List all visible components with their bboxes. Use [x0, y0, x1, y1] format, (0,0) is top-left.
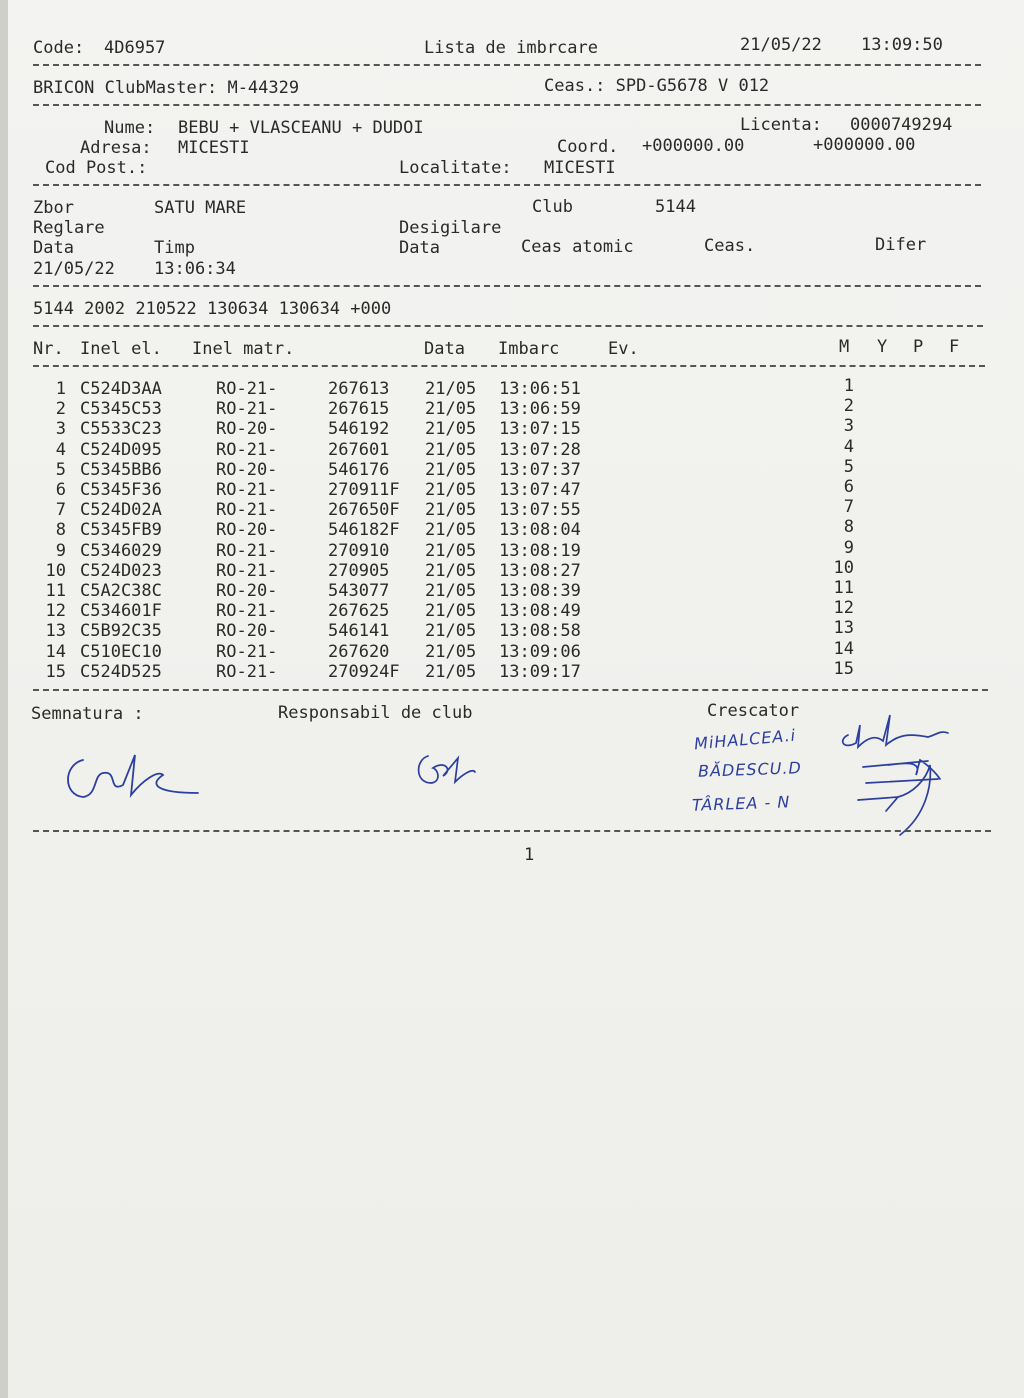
ring-number: 267615 — [328, 399, 390, 420]
address-value: MICESTI — [178, 138, 250, 158]
clock-id: Ceas.: SPD-G5678 V 012 — [544, 76, 770, 96]
page-number: 1 — [524, 845, 535, 865]
table-row — [8, 537, 1024, 561]
boarding-date: 21/05 — [425, 661, 477, 682]
ring-number: 270911F — [328, 480, 400, 500]
breeder-handwritten-2: BĂDESCU.D — [697, 758, 803, 781]
row-number: 11 — [45, 581, 66, 601]
row-number: 6 — [55, 480, 66, 500]
boarding-date: 21/05 — [425, 439, 477, 460]
ring-prefix: RO-21- — [216, 540, 278, 561]
boarding-date: 21/05 — [425, 581, 477, 601]
ring-prefix: RO-21- — [216, 480, 278, 500]
ring-prefix: RO-21- — [216, 601, 278, 622]
row-number: 1 — [55, 379, 66, 399]
ring-prefix: RO-21- — [216, 439, 278, 460]
postcode-label: Cod Post.: — [45, 158, 148, 178]
m-value: 14 — [833, 638, 854, 659]
boarding-time: 13:08:58 — [499, 621, 581, 642]
difference-label: Difer — [875, 235, 927, 255]
electronic-ring: C5345F36 — [80, 480, 162, 500]
boarding-time: 13:08:19 — [499, 540, 581, 561]
m-value: 7 — [843, 497, 854, 518]
time-label: Timp — [154, 238, 195, 258]
m-value: 3 — [843, 416, 854, 437]
club-responsible-signature — [413, 748, 483, 793]
boarding-time: 13:09:17 — [499, 661, 581, 682]
electronic-ring: C5345C53 — [80, 399, 162, 420]
signature-label: Semnatura : — [31, 704, 144, 724]
coord-y: +000000.00 — [813, 135, 916, 155]
electronic-ring: C5A2C38C — [80, 581, 162, 601]
ring-number: 270910 — [328, 540, 390, 561]
row-number: 10 — [45, 560, 66, 581]
m-value: 11 — [833, 578, 854, 598]
electronic-ring: C5345FB9 — [80, 520, 162, 541]
row-number: 5 — [55, 459, 66, 480]
breeder-signatures — [828, 705, 978, 845]
ring-number: 267620 — [328, 641, 390, 662]
row-number: 4 — [55, 439, 66, 460]
ring-prefix: RO-21- — [216, 500, 278, 521]
electronic-ring: C524D095 — [80, 439, 162, 460]
boarding-time: 13:08:27 — [499, 560, 581, 581]
code-label: Code: — [33, 38, 85, 58]
separator — [33, 325, 983, 327]
ring-number: 267601 — [328, 439, 390, 460]
ring-number: 543077 — [328, 581, 390, 601]
reglare-label: Reglare — [33, 218, 105, 238]
electronic-ring: C510EC10 — [80, 641, 162, 662]
m-value: 1 — [843, 376, 854, 396]
boarding-time: 13:07:47 — [499, 480, 581, 500]
boarding-date: 21/05 — [425, 379, 477, 399]
col-nr: Nr. — [33, 339, 64, 359]
boarding-date: 21/05 — [425, 641, 477, 662]
coord-x: +000000.00 — [642, 136, 745, 156]
col-event: Ev. — [608, 339, 639, 359]
boarding-date: 21/05 — [425, 419, 477, 440]
ring-number: 546176 — [328, 459, 390, 480]
ring-prefix: RO-21- — [216, 661, 278, 682]
separator — [33, 689, 988, 691]
table-row — [8, 598, 1024, 622]
club-responsible-label: Responsabil de club — [278, 703, 473, 723]
boarding-date: 21/05 — [425, 540, 477, 561]
boarding-date: 21/05 — [425, 459, 477, 480]
row-number: 13 — [45, 621, 66, 642]
row-number: 12 — [45, 601, 66, 622]
boarding-date: 21/05 — [425, 480, 477, 500]
separator — [33, 184, 981, 186]
table-row — [8, 578, 1024, 601]
flight-code-line: 5144 2002 210522 130634 130634 +000 — [33, 299, 392, 319]
electronic-ring: C5B92C35 — [80, 621, 162, 642]
boarding-date: 21/05 — [425, 601, 477, 622]
table-row — [8, 456, 1024, 480]
row-number: 8 — [55, 520, 66, 541]
table-row — [8, 416, 1024, 440]
table-row — [8, 376, 1024, 399]
boarding-date: 21/05 — [425, 560, 477, 581]
boarding-time: 13:06:59 — [499, 399, 581, 420]
electronic-ring: C524D525 — [80, 661, 162, 682]
m-value: 5 — [843, 456, 854, 477]
licence-number: 0000749294 — [850, 115, 953, 135]
row-number: 9 — [55, 540, 66, 561]
separator — [33, 104, 981, 106]
table-row — [8, 497, 1024, 521]
ring-prefix: RO-20- — [216, 520, 278, 541]
table-row — [8, 396, 1024, 420]
ring-number: 267613 — [328, 379, 390, 399]
clock-label: Ceas. — [704, 236, 756, 256]
table-row — [8, 477, 1024, 500]
table-row — [8, 618, 1024, 642]
electronic-ring: C524D023 — [80, 560, 162, 581]
m-value: 8 — [843, 517, 854, 538]
ring-number: 267650F — [328, 500, 400, 521]
licence-label: Licenta: — [740, 115, 822, 135]
ring-number: 546182F — [328, 520, 400, 541]
ring-number: 270905 — [328, 560, 390, 581]
m-value: 2 — [843, 396, 854, 417]
boarding-time: 13:08:49 — [499, 601, 581, 622]
club-number: 5144 — [655, 197, 696, 217]
ring-prefix: RO-20- — [216, 419, 278, 440]
boarding-time: 13:08:04 — [499, 520, 581, 541]
m-value: 13 — [833, 618, 854, 639]
signature-scribble — [63, 735, 213, 805]
name-label: Nume: — [104, 118, 156, 138]
ring-prefix: RO-21- — [216, 399, 278, 420]
atomic-clock-label: Ceas atomic — [521, 237, 634, 257]
separator — [33, 365, 985, 367]
m-value: 12 — [833, 598, 854, 619]
date-label-2: Data — [399, 238, 440, 258]
ring-number: 546192 — [328, 419, 390, 440]
table-row — [8, 658, 1024, 682]
separator — [33, 64, 981, 66]
col-electronic-ring: Inel el. — [80, 339, 162, 359]
col-f: F — [949, 337, 960, 357]
date-label: Data — [33, 238, 74, 258]
flight-name: SATU MARE — [154, 198, 247, 218]
separator — [33, 830, 991, 832]
ring-number: 267625 — [328, 601, 390, 622]
print-time: 13:09:50 — [861, 35, 943, 55]
printed-sheet — [8, 0, 1024, 1398]
col-y: Y — [877, 337, 888, 357]
breeder-handwritten-1: MiHALCEA.i — [693, 725, 797, 754]
separator — [33, 285, 981, 287]
boarding-time: 13:09:06 — [499, 641, 581, 662]
row-number: 7 — [55, 500, 66, 521]
boarding-time: 13:07:28 — [499, 439, 581, 460]
ring-number: 270924F — [328, 661, 400, 682]
document-title: Lista de imbrcare — [424, 38, 598, 58]
col-ring-number: Inel matr. — [192, 339, 295, 359]
flight-label: Zbor — [33, 198, 74, 218]
boarding-date: 21/05 — [425, 621, 477, 642]
boarding-time: 13:07:55 — [499, 500, 581, 521]
owner-name: BEBU + VLASCEANU + DUDOI — [178, 118, 424, 138]
electronic-ring: C524D02A — [80, 500, 162, 521]
row-number: 15 — [45, 661, 66, 682]
boarding-time: 13:07:15 — [499, 419, 581, 440]
m-value: 10 — [833, 557, 854, 578]
ring-prefix: RO-20- — [216, 459, 278, 480]
code-value: 4D6957 — [104, 38, 166, 58]
ring-prefix: RO-20- — [216, 581, 278, 601]
col-p: P — [913, 337, 924, 357]
coord-label: Coord. — [557, 137, 619, 157]
ring-prefix: RO-21- — [216, 379, 278, 399]
club-label: Club — [532, 197, 573, 217]
table-row — [8, 557, 1024, 581]
boarding-date: 21/05 — [425, 520, 477, 541]
boarding-time: 13:06:51 — [499, 379, 581, 399]
m-value: 4 — [843, 436, 854, 457]
ring-prefix: RO-21- — [216, 641, 278, 662]
col-boarding: Imbarc — [498, 339, 560, 359]
desigilare-label: Desigilare — [399, 218, 502, 238]
table-row — [8, 638, 1024, 662]
row-number: 3 — [55, 419, 66, 440]
address-label: Adresa: — [80, 138, 152, 158]
boarding-date: 21/05 — [425, 399, 477, 420]
m-value: 6 — [843, 477, 854, 497]
electronic-ring: C534601F — [80, 601, 162, 622]
table-row — [8, 436, 1024, 460]
reglare-time: 13:06:34 — [154, 259, 236, 279]
boarding-time: 13:07:37 — [499, 459, 581, 480]
electronic-ring: C524D3AA — [80, 379, 162, 399]
boarding-date: 21/05 — [425, 500, 477, 521]
ring-number: 546141 — [328, 621, 390, 642]
row-number: 14 — [45, 641, 66, 662]
electronic-ring: C5346029 — [80, 540, 162, 561]
ring-prefix: RO-20- — [216, 621, 278, 642]
boarding-time: 13:08:39 — [499, 581, 581, 601]
col-m: M — [839, 337, 850, 357]
reglare-date: 21/05/22 — [33, 259, 115, 279]
city-label: Localitate: — [399, 158, 512, 178]
electronic-ring: C5533C23 — [80, 419, 162, 440]
breeder-handwritten-3: TÂRLEA - N — [691, 792, 791, 815]
m-value: 15 — [833, 658, 854, 679]
breeder-label: Crescator — [707, 701, 800, 721]
ring-prefix: RO-21- — [216, 560, 278, 581]
row-number: 2 — [55, 399, 66, 420]
table-row — [8, 517, 1024, 541]
electronic-ring: C5345BB6 — [80, 459, 162, 480]
system-name: BRICON ClubMaster: M-44329 — [33, 78, 300, 98]
print-date: 21/05/22 — [740, 35, 822, 55]
m-value: 9 — [843, 537, 854, 558]
city-value: MICESTI — [544, 158, 616, 178]
col-date: Data — [424, 339, 465, 359]
